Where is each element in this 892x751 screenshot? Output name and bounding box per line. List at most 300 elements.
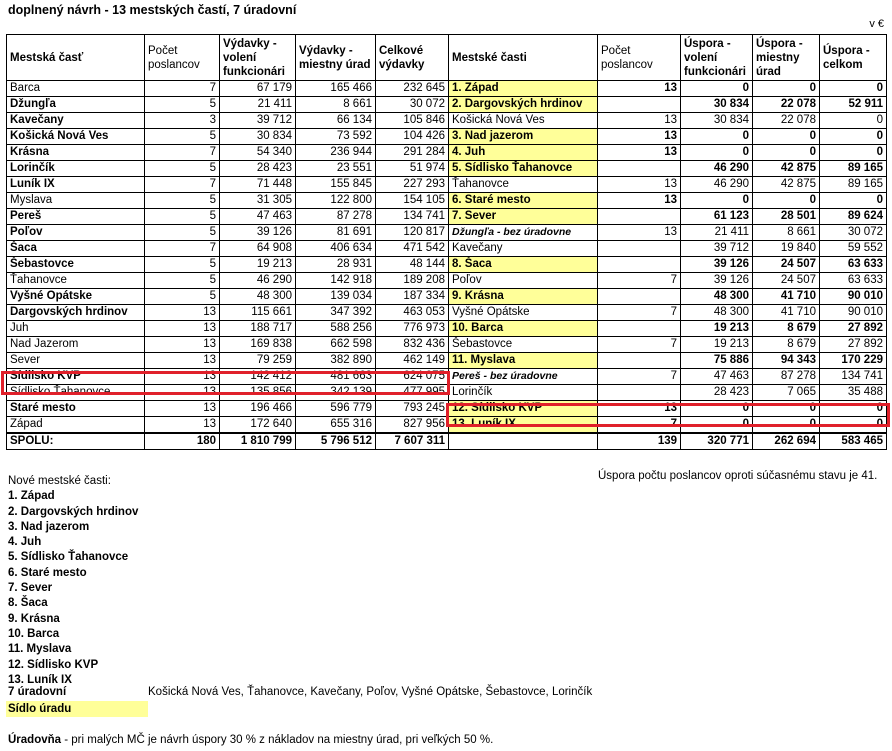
district-name-cell: Košická Nová Ves bbox=[449, 113, 598, 129]
value-cell: 154 105 bbox=[376, 193, 449, 209]
value-cell: 13 bbox=[598, 193, 681, 209]
savings-note: Úspora počtu poslancov oproti súčasnému stavu je 41. bbox=[598, 470, 878, 482]
district-name-cell: Západ bbox=[7, 417, 145, 434]
value-cell: 7 bbox=[145, 145, 220, 161]
district-name-cell: Staré mesto bbox=[7, 401, 145, 417]
list-item: 2. Dargovských hrdinov bbox=[8, 505, 139, 518]
value-cell: 169 838 bbox=[220, 337, 296, 353]
district-name-cell: 8. Šaca bbox=[449, 257, 598, 273]
list-heading: Nové mestské časti: bbox=[8, 475, 111, 487]
table-row bbox=[449, 225, 887, 241]
value-cell: 588 256 bbox=[296, 321, 376, 337]
value-cell: 7 bbox=[145, 241, 220, 257]
value-cell: 7 bbox=[598, 273, 681, 289]
value-cell: 46 290 bbox=[220, 273, 296, 289]
value-cell: 47 463 bbox=[681, 369, 753, 385]
table-row bbox=[7, 145, 449, 161]
total-value-cell: 180 bbox=[145, 433, 220, 450]
district-name-cell: Poľov bbox=[449, 273, 598, 289]
value-cell: 39 712 bbox=[681, 241, 753, 257]
table-row bbox=[7, 113, 449, 129]
value-cell: 48 300 bbox=[681, 305, 753, 321]
value-cell: 23 551 bbox=[296, 161, 376, 177]
value-cell: 81 691 bbox=[296, 225, 376, 241]
highlight-box-kvp-right bbox=[446, 403, 890, 427]
table-row bbox=[7, 257, 449, 273]
value-cell: 21 411 bbox=[681, 225, 753, 241]
district-name-cell: Pereš - bez úradovne bbox=[449, 369, 598, 385]
district-name-cell: Šaca bbox=[7, 241, 145, 257]
value-cell: 89 165 bbox=[820, 161, 887, 177]
expenses-header-row bbox=[7, 35, 449, 81]
district-name-cell: 13. Luník IX bbox=[449, 417, 598, 434]
value-cell: 8 679 bbox=[753, 321, 820, 337]
value-cell: 46 290 bbox=[681, 161, 753, 177]
total-value-cell: 320 771 bbox=[681, 433, 753, 450]
list-item: 10. Barca bbox=[8, 627, 60, 640]
value-cell: 22 078 bbox=[753, 113, 820, 129]
total-value-cell: 7 607 311 bbox=[376, 433, 449, 450]
district-name-cell: Sídlisko Ťahanovce bbox=[7, 385, 145, 401]
value-cell: 0 bbox=[681, 129, 753, 145]
value-cell: 0 bbox=[681, 401, 753, 417]
header-cell: Výdavky - volení funkcionári bbox=[220, 35, 296, 81]
district-name-cell: Ťahanovce bbox=[449, 177, 598, 193]
value-cell: 382 890 bbox=[296, 353, 376, 369]
value-cell: 19 213 bbox=[220, 257, 296, 273]
value-cell: 30 834 bbox=[681, 113, 753, 129]
district-name-cell: 4. Juh bbox=[449, 145, 598, 161]
table-row bbox=[449, 129, 887, 145]
value-cell: 0 bbox=[753, 129, 820, 145]
value-cell: 71 448 bbox=[220, 177, 296, 193]
table-row bbox=[449, 161, 887, 177]
value-cell: 24 507 bbox=[753, 257, 820, 273]
value-cell: 5 bbox=[145, 193, 220, 209]
district-name-cell: 11. Myslava bbox=[449, 353, 598, 369]
district-name-cell: 10. Barca bbox=[449, 321, 598, 337]
urad-label: 7 úradovní bbox=[8, 686, 67, 698]
list-item: 1. Západ bbox=[8, 490, 55, 503]
value-cell: 7 bbox=[598, 369, 681, 385]
highlight-box-kvp-left bbox=[1, 371, 450, 395]
value-cell: 5 bbox=[145, 289, 220, 305]
district-name-cell: Juh bbox=[7, 321, 145, 337]
table-row bbox=[449, 145, 887, 161]
value-cell: 39 126 bbox=[681, 273, 753, 289]
district-name-cell: Šebastovce bbox=[7, 257, 145, 273]
value-cell: 5 bbox=[145, 97, 220, 113]
list-item: 8. Šaca bbox=[8, 597, 48, 610]
table-row bbox=[449, 241, 887, 257]
district-name-cell: 2. Dargovských hrdinov bbox=[449, 97, 598, 113]
value-cell: 227 293 bbox=[376, 177, 449, 193]
value-cell: 21 411 bbox=[220, 97, 296, 113]
value-cell: 94 343 bbox=[753, 353, 820, 369]
value-cell: 793 245 bbox=[376, 401, 449, 417]
value-cell bbox=[598, 289, 681, 305]
list-item: 7. Sever bbox=[8, 582, 53, 595]
footnote-bold: Úradovňa bbox=[8, 734, 62, 746]
district-name-cell: Ťahanovce bbox=[7, 273, 145, 289]
savings-body bbox=[449, 81, 887, 450]
value-cell: 165 466 bbox=[296, 81, 376, 97]
value-cell: 104 426 bbox=[376, 129, 449, 145]
header-cell: Výdavky - miestny úrad bbox=[296, 35, 376, 81]
value-cell: 0 bbox=[681, 417, 753, 434]
value-cell: 0 bbox=[753, 401, 820, 417]
table-row bbox=[449, 289, 887, 305]
value-cell: 155 845 bbox=[296, 177, 376, 193]
district-name-cell: Myslava bbox=[7, 193, 145, 209]
value-cell: 0 bbox=[753, 193, 820, 209]
value-cell: 73 592 bbox=[296, 129, 376, 145]
total-row bbox=[449, 433, 887, 450]
value-cell: 61 123 bbox=[681, 209, 753, 225]
value-cell bbox=[598, 321, 681, 337]
district-name-cell: Sídlisko KVP bbox=[7, 369, 145, 385]
value-cell: 5 bbox=[145, 273, 220, 289]
district-name-cell: 6. Staré mesto bbox=[449, 193, 598, 209]
total-value-cell: 1 810 799 bbox=[220, 433, 296, 450]
value-cell: 39 712 bbox=[220, 113, 296, 129]
value-cell: 0 bbox=[820, 113, 887, 129]
value-cell: 30 072 bbox=[376, 97, 449, 113]
value-cell: 24 507 bbox=[753, 273, 820, 289]
district-name-cell: 7. Sever bbox=[449, 209, 598, 225]
district-name-cell: Dargovských hrdinov bbox=[7, 305, 145, 321]
sidlo-uradu-label: Sídlo úradu bbox=[6, 701, 148, 717]
value-cell: 31 305 bbox=[220, 193, 296, 209]
district-name-cell: Kavečany bbox=[7, 113, 145, 129]
list-item: 13. Luník IX bbox=[8, 673, 72, 686]
value-cell: 19 840 bbox=[753, 241, 820, 257]
value-cell: 89 624 bbox=[820, 209, 887, 225]
total-value-cell: 262 694 bbox=[753, 433, 820, 450]
value-cell: 7 bbox=[598, 337, 681, 353]
header-cell: Mestské časti bbox=[449, 35, 598, 81]
table-row bbox=[449, 177, 887, 193]
value-cell: 187 334 bbox=[376, 289, 449, 305]
table-row bbox=[7, 417, 449, 434]
total-value-cell: 583 465 bbox=[820, 433, 887, 450]
table-row bbox=[7, 97, 449, 113]
value-cell: 0 bbox=[753, 145, 820, 161]
value-cell bbox=[598, 385, 681, 401]
value-cell: 39 126 bbox=[220, 225, 296, 241]
value-cell: 481 663 bbox=[296, 369, 376, 385]
district-name-cell: 5. Sídlisko Ťahanovce bbox=[449, 161, 598, 177]
value-cell: 13 bbox=[145, 305, 220, 321]
header-cell: Úspora - volení funkcionári bbox=[681, 35, 753, 81]
district-name-cell: Lorinčík bbox=[7, 161, 145, 177]
table-row bbox=[449, 193, 887, 209]
value-cell: 0 bbox=[753, 417, 820, 434]
value-cell: 54 340 bbox=[220, 145, 296, 161]
table-row bbox=[7, 321, 449, 337]
header-cell: Celkové výdavky bbox=[376, 35, 449, 81]
district-name-cell: Krásna bbox=[7, 145, 145, 161]
district-name-cell: Džungľa bbox=[7, 97, 145, 113]
district-name-cell: Košická Nová Ves bbox=[7, 129, 145, 145]
value-cell: 87 278 bbox=[296, 209, 376, 225]
total-value-cell: 139 bbox=[598, 433, 681, 450]
value-cell: 42 875 bbox=[753, 161, 820, 177]
list-items bbox=[8, 489, 139, 686]
value-cell: 13 bbox=[145, 337, 220, 353]
value-cell: 0 bbox=[681, 145, 753, 161]
value-cell: 19 213 bbox=[681, 321, 753, 337]
value-cell: 122 800 bbox=[296, 193, 376, 209]
value-cell: 236 944 bbox=[296, 145, 376, 161]
total-label-cell bbox=[449, 433, 598, 450]
value-cell: 64 908 bbox=[220, 241, 296, 257]
list-item: 11. Myslava bbox=[8, 643, 72, 656]
district-name-cell: Vyšné Opátske bbox=[7, 289, 145, 305]
total-label-cell: SPOLU: bbox=[7, 433, 145, 450]
value-cell: 142 918 bbox=[296, 273, 376, 289]
value-cell: 13 bbox=[145, 353, 220, 369]
value-cell: 7 bbox=[145, 81, 220, 97]
value-cell: 471 542 bbox=[376, 241, 449, 257]
district-name-cell: Džungľa - bez úradovne bbox=[449, 225, 598, 241]
total-row bbox=[7, 433, 449, 450]
table-row bbox=[449, 353, 887, 369]
list-item: 9. Krásna bbox=[8, 612, 60, 625]
value-cell: 827 956 bbox=[376, 417, 449, 434]
table-row bbox=[449, 369, 887, 385]
list-item: 5. Sídlisko Ťahanovce bbox=[8, 551, 129, 564]
value-cell: 0 bbox=[820, 81, 887, 97]
value-cell: 13 bbox=[145, 401, 220, 417]
table-row bbox=[449, 273, 887, 289]
value-cell: 22 078 bbox=[753, 97, 820, 113]
value-cell bbox=[598, 241, 681, 257]
value-cell: 42 875 bbox=[753, 177, 820, 193]
value-cell: 47 463 bbox=[220, 209, 296, 225]
table-row bbox=[7, 177, 449, 193]
value-cell: 170 229 bbox=[820, 353, 887, 369]
table-row bbox=[449, 209, 887, 225]
new-districts-list bbox=[8, 474, 139, 686]
value-cell: 13 bbox=[598, 129, 681, 145]
value-cell: 5 bbox=[145, 161, 220, 177]
value-cell: 27 892 bbox=[820, 321, 887, 337]
value-cell: 5 bbox=[145, 225, 220, 241]
value-cell: 0 bbox=[820, 145, 887, 161]
value-cell: 28 501 bbox=[753, 209, 820, 225]
district-name-cell: Lorinčík bbox=[449, 385, 598, 401]
value-cell: 28 931 bbox=[296, 257, 376, 273]
table-row bbox=[449, 337, 887, 353]
value-cell bbox=[598, 209, 681, 225]
header-cell: Úspora - celkom bbox=[820, 35, 887, 81]
value-cell: 0 bbox=[681, 81, 753, 97]
value-cell: 39 126 bbox=[681, 257, 753, 273]
value-cell: 232 645 bbox=[376, 81, 449, 97]
value-cell: 0 bbox=[820, 417, 887, 434]
value-cell: 596 779 bbox=[296, 401, 376, 417]
value-cell: 342 139 bbox=[296, 385, 376, 401]
district-name-cell: Nad Jazerom bbox=[7, 337, 145, 353]
table-row bbox=[449, 385, 887, 401]
value-cell: 13 bbox=[145, 385, 220, 401]
district-name-cell: Sever bbox=[7, 353, 145, 369]
value-cell: 105 846 bbox=[376, 113, 449, 129]
value-cell: 41 710 bbox=[753, 289, 820, 305]
district-name-cell: Poľov bbox=[7, 225, 145, 241]
value-cell: 89 165 bbox=[820, 177, 887, 193]
value-cell: 120 817 bbox=[376, 225, 449, 241]
page-title: doplnený návrh - 13 mestských častí, 7 úradovní bbox=[8, 3, 297, 17]
table-row bbox=[7, 81, 449, 97]
value-cell: 48 300 bbox=[220, 289, 296, 305]
value-cell: 13 bbox=[598, 225, 681, 241]
value-cell: 776 973 bbox=[376, 321, 449, 337]
value-cell: 79 259 bbox=[220, 353, 296, 369]
table-row bbox=[7, 241, 449, 257]
list-item: 12. Sídlisko KVP bbox=[8, 658, 99, 671]
value-cell: 30 072 bbox=[820, 225, 887, 241]
district-name-cell: Vyšné Opátske bbox=[449, 305, 598, 321]
value-cell: 59 552 bbox=[820, 241, 887, 257]
value-cell: 291 284 bbox=[376, 145, 449, 161]
value-cell: 66 134 bbox=[296, 113, 376, 129]
value-cell: 63 633 bbox=[820, 273, 887, 289]
value-cell: 13 bbox=[598, 145, 681, 161]
value-cell: 51 974 bbox=[376, 161, 449, 177]
value-cell bbox=[598, 257, 681, 273]
district-name-cell: Luník IX bbox=[7, 177, 145, 193]
value-cell: 655 316 bbox=[296, 417, 376, 434]
value-cell: 0 bbox=[820, 401, 887, 417]
value-cell: 67 179 bbox=[220, 81, 296, 97]
district-name-cell: 9. Krásna bbox=[449, 289, 598, 305]
value-cell: 27 892 bbox=[820, 337, 887, 353]
value-cell bbox=[598, 97, 681, 113]
value-cell: 13 bbox=[598, 81, 681, 97]
table-row bbox=[7, 353, 449, 369]
value-cell: 19 213 bbox=[681, 337, 753, 353]
table-row bbox=[449, 113, 887, 129]
value-cell: 13 bbox=[145, 369, 220, 385]
list-item: 6. Staré mesto bbox=[8, 566, 87, 579]
value-cell: 139 034 bbox=[296, 289, 376, 305]
district-name-cell: Kavečany bbox=[449, 241, 598, 257]
value-cell: 8 679 bbox=[753, 337, 820, 353]
value-cell: 189 208 bbox=[376, 273, 449, 289]
value-cell: 48 144 bbox=[376, 257, 449, 273]
currency-label: v € bbox=[869, 18, 884, 30]
district-name-cell: Pereš bbox=[7, 209, 145, 225]
value-cell: 13 bbox=[145, 321, 220, 337]
value-cell: 142 412 bbox=[220, 369, 296, 385]
list-item: 4. Juh bbox=[8, 536, 42, 549]
table-row bbox=[7, 225, 449, 241]
total-value-cell: 5 796 512 bbox=[296, 433, 376, 450]
value-cell: 35 488 bbox=[820, 385, 887, 401]
value-cell: 134 741 bbox=[376, 209, 449, 225]
table-row bbox=[7, 129, 449, 145]
district-name-cell: Barca bbox=[7, 81, 145, 97]
value-cell: 5 bbox=[145, 209, 220, 225]
value-cell: 0 bbox=[820, 129, 887, 145]
value-cell: 196 466 bbox=[220, 401, 296, 417]
table-row bbox=[7, 401, 449, 417]
district-name-cell: Šebastovce bbox=[449, 337, 598, 353]
value-cell: 13 bbox=[598, 401, 681, 417]
value-cell: 115 661 bbox=[220, 305, 296, 321]
value-cell: 13 bbox=[598, 177, 681, 193]
value-cell: 5 bbox=[145, 257, 220, 273]
value-cell: 188 717 bbox=[220, 321, 296, 337]
value-cell: 48 300 bbox=[681, 289, 753, 305]
value-cell: 172 640 bbox=[220, 417, 296, 434]
value-cell: 462 149 bbox=[376, 353, 449, 369]
district-name-cell: 1. Západ bbox=[449, 81, 598, 97]
value-cell: 13 bbox=[145, 417, 220, 434]
value-cell: 5 bbox=[145, 129, 220, 145]
header-cell: Úspora - miestny úrad bbox=[753, 35, 820, 81]
value-cell: 7 bbox=[598, 305, 681, 321]
value-cell: 3 bbox=[145, 113, 220, 129]
value-cell: 463 053 bbox=[376, 305, 449, 321]
value-cell: 90 010 bbox=[820, 289, 887, 305]
savings-header-row bbox=[449, 35, 887, 81]
footnote bbox=[8, 734, 493, 746]
value-cell: 406 634 bbox=[296, 241, 376, 257]
table-row bbox=[7, 193, 449, 209]
value-cell bbox=[598, 161, 681, 177]
table-row bbox=[449, 97, 887, 113]
value-cell: 7 bbox=[598, 417, 681, 434]
table-row bbox=[449, 305, 887, 321]
value-cell: 30 834 bbox=[220, 129, 296, 145]
value-cell: 134 741 bbox=[820, 369, 887, 385]
value-cell: 0 bbox=[753, 81, 820, 97]
list-item: 3. Nad jazerom bbox=[8, 520, 90, 533]
header-cell: Počet poslancov bbox=[598, 35, 681, 81]
table-row bbox=[7, 305, 449, 321]
value-cell: 63 633 bbox=[820, 257, 887, 273]
value-cell: 624 075 bbox=[376, 369, 449, 385]
district-name-cell: 3. Nad jazerom bbox=[449, 129, 598, 145]
value-cell: 347 392 bbox=[296, 305, 376, 321]
value-cell: 0 bbox=[681, 193, 753, 209]
table-row bbox=[449, 321, 887, 337]
table-row bbox=[449, 257, 887, 273]
value-cell: 477 995 bbox=[376, 385, 449, 401]
table-row bbox=[449, 81, 887, 97]
table-row bbox=[7, 337, 449, 353]
value-cell: 30 834 bbox=[681, 97, 753, 113]
value-cell bbox=[598, 353, 681, 369]
value-cell: 8 661 bbox=[753, 225, 820, 241]
value-cell: 75 886 bbox=[681, 353, 753, 369]
value-cell: 135 856 bbox=[220, 385, 296, 401]
value-cell: 8 661 bbox=[296, 97, 376, 113]
value-cell: 90 010 bbox=[820, 305, 887, 321]
header-cell: Mestská časť bbox=[7, 35, 145, 81]
urad-text: Košická Nová Ves, Ťahanovce, Kavečany, Poľov, Vyšné Opátske, Šebastovce, Lorinčík bbox=[148, 686, 593, 698]
table-row bbox=[7, 161, 449, 177]
value-cell: 28 423 bbox=[220, 161, 296, 177]
header-cell: Počet poslancov bbox=[145, 35, 220, 81]
value-cell: 41 710 bbox=[753, 305, 820, 321]
value-cell: 87 278 bbox=[753, 369, 820, 385]
table-row bbox=[7, 289, 449, 305]
footnote-text: - pri malých MČ je návrh úspory 30 % z nákladov na miestny úrad, pri veľkých 50 %. bbox=[61, 734, 494, 746]
